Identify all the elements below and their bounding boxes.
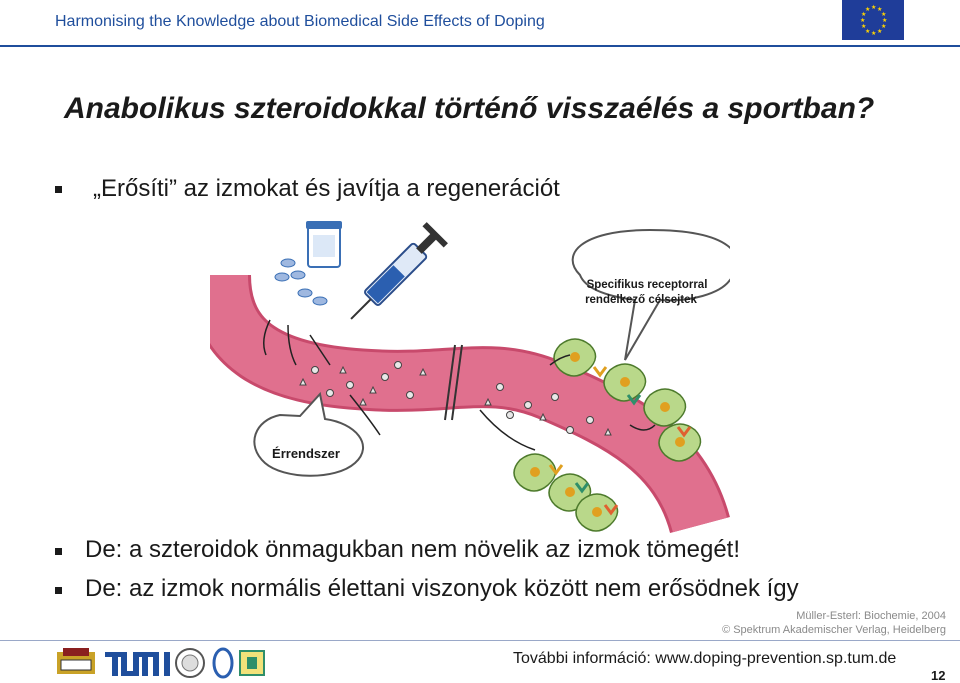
- svg-text:★: ★: [877, 28, 883, 35]
- partner-logo: [240, 651, 264, 675]
- emblem-logo: [214, 649, 232, 677]
- syringe-icon: [340, 222, 447, 329]
- figure-credit-line1: Müller-Esterl: Biochemie, 2004: [796, 610, 946, 622]
- seal-logo: [176, 649, 204, 677]
- callout-vessel-label: Érrendszer: [272, 446, 340, 461]
- eu-flag-icon: [842, 0, 904, 40]
- callout-target-line2: rendelkező célsejtek: [585, 294, 697, 306]
- bullet-text: De: az izmok normális élettani viszonyok között nem erősödnek így: [85, 575, 799, 602]
- svg-text:★: ★: [882, 17, 888, 24]
- svg-text:★: ★: [861, 23, 867, 30]
- bullet-square-icon: [55, 186, 62, 193]
- svg-text:★: ★: [865, 28, 871, 35]
- svg-text:★: ★: [881, 23, 887, 30]
- bullet-square-icon: [55, 548, 62, 555]
- callout-target-line1: Specifikus receptorral: [586, 279, 708, 291]
- figure-credit-line2: © Spektrum Akademischer Verlag, Heidelberg: [722, 624, 946, 636]
- bullet-text: „Erősíti” az izmokat és javítja a regenerációt: [93, 175, 560, 202]
- header-title: Harmonising the Knowledge about Biomedical Side Effects of Doping: [55, 13, 545, 30]
- pill-bottle-icon: [306, 221, 342, 267]
- svg-text:★: ★: [881, 11, 887, 18]
- steroid-diagram: [210, 215, 730, 535]
- bullet-text: De: a szteroidok önmagukban nem növelik az izmok tömegét!: [85, 536, 740, 563]
- footer-divider: [0, 640, 960, 641]
- university-logo: [57, 648, 95, 674]
- header-divider: [0, 45, 960, 47]
- svg-text:★: ★: [865, 6, 871, 13]
- page-number: 12: [931, 668, 946, 683]
- slide-title: Anabolikus szteroidokkal történő visszaélés a sportban?: [64, 92, 875, 125]
- bullet-square-icon: [55, 587, 62, 594]
- svg-text:★: ★: [861, 11, 867, 18]
- svg-text:★: ★: [877, 6, 883, 13]
- callout-target-cells: [573, 230, 730, 360]
- tum-logo: [105, 652, 170, 676]
- footer-info-link[interactable]: További információ: www.doping-prevention.sp.tum.de: [513, 650, 897, 667]
- footer-logos: [55, 646, 270, 680]
- svg-text:★: ★: [871, 4, 877, 11]
- svg-text:★: ★: [860, 17, 866, 24]
- svg-text:★: ★: [871, 30, 877, 37]
